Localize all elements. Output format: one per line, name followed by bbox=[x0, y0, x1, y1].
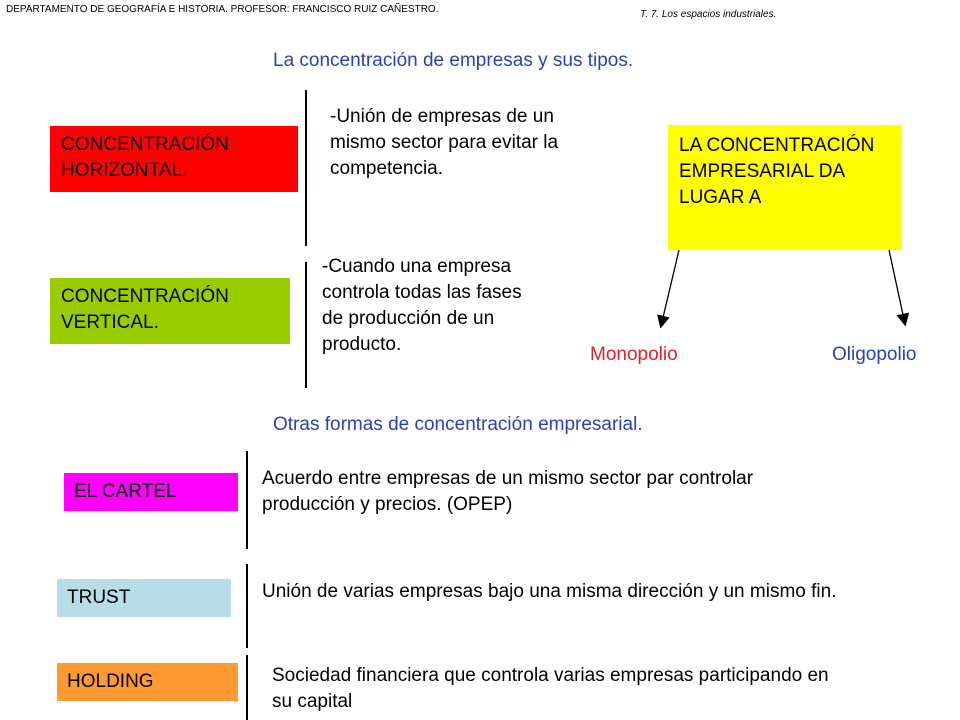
arrow-to-monopolio bbox=[661, 250, 679, 326]
vertical-concentration-label: CONCENTRACIÓN VERTICAL. bbox=[61, 286, 229, 333]
arrow-to-oligopolio bbox=[889, 250, 905, 324]
vertical-concentration-description: -Cuando una empresa controla todas las fases de producción de un producto. bbox=[322, 256, 522, 355]
header-topic: T. 7. Los espacios industriales. bbox=[640, 9, 777, 20]
divider-line bbox=[246, 655, 248, 720]
cartel-description: Acuerdo entre empresas de un mismo sector par controlar producción y precios. (OPEP) bbox=[262, 468, 754, 515]
concentration-result-label: LA CONCENTRACIÓN EMPRESARIAL DA LUGAR A bbox=[679, 135, 875, 208]
trust-description: Unión de varias empresas bajo una misma dirección y un mismo fin. bbox=[262, 581, 837, 602]
trust-label: TRUST bbox=[67, 587, 131, 608]
holding-label: HOLDING bbox=[67, 671, 154, 692]
cartel-box bbox=[64, 473, 238, 511]
monopolio-label: Monopolio bbox=[590, 344, 678, 365]
header-department: DEPARTAMENTO DE GEOGRAFÍA E HISTORIA. PROFESOR: FRANCISCO RUIZ CAÑESTRO. bbox=[6, 4, 439, 15]
trust-box bbox=[57, 579, 231, 617]
cartel-label: EL CARTEL bbox=[74, 481, 177, 502]
horizontal-concentration-description: -Unión de empresas de un mismo sector para evitar la competencia. bbox=[330, 106, 559, 179]
divider-line bbox=[246, 451, 248, 549]
holding-description: Sociedad financiera que controla varias empresas participando en su capital bbox=[272, 665, 829, 712]
section-title-types: La concentración de empresas y sus tipos. bbox=[273, 50, 634, 71]
section-title-other-forms: Otras formas de concentración empresarial. bbox=[273, 414, 643, 435]
horizontal-concentration-label: CONCENTRACIÓN HORIZONTAL. bbox=[61, 134, 229, 181]
divider-line bbox=[246, 564, 248, 648]
oligopolio-label: Oligopolio bbox=[832, 344, 917, 365]
holding-box bbox=[57, 663, 238, 701]
